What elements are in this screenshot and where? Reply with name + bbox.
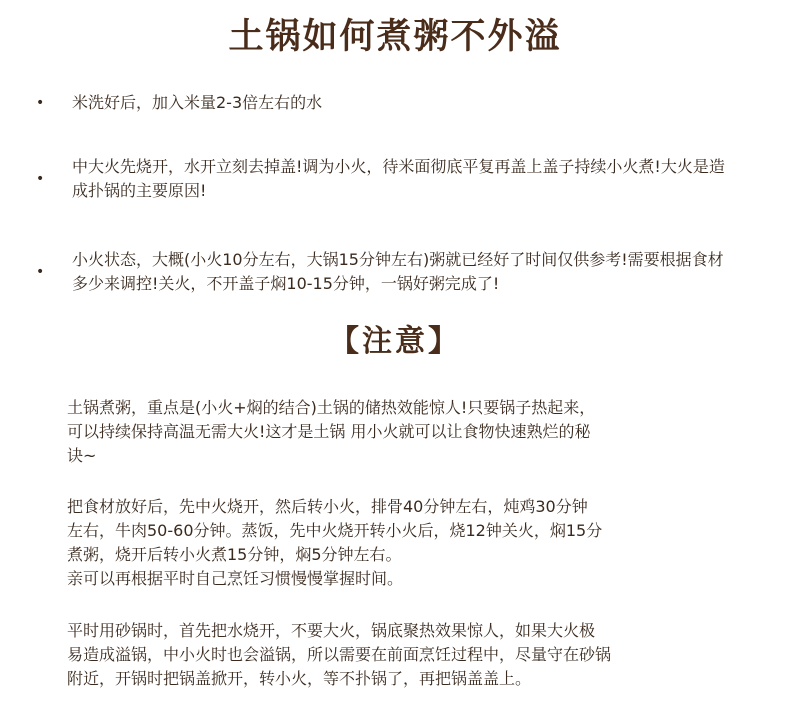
note-paragraph-2 xyxy=(67,495,747,591)
paragraph-line: 可以持续保持高温无需大火!这才是土锅 用小火就可以让食物快速熟烂的秘 xyxy=(67,422,591,441)
bullet-dot-icon: • xyxy=(36,95,45,111)
bullet-item-2 xyxy=(30,154,770,204)
bullet-dot-icon: • xyxy=(36,171,45,187)
paragraph-line: 附近，开锅时把锅盖掀开，转小火，等不扑锅了，再把锅盖盖上。 xyxy=(67,669,532,688)
bullet-item-1 xyxy=(30,90,770,116)
paragraph-line: 易造成溢锅，中小火时也会溢锅，所以需要在前面烹饪过程中，尽量守在砂锅 xyxy=(67,645,612,664)
bullet-text: 小火状态，大概(小火10分左右，大锅15分钟左右)粥就已经好了时间仅供参考!需要根据食材多少来调控!关火，不开盖子焖10-15分钟，一锅好粥完成了! xyxy=(72,250,724,293)
bullet-item-3 xyxy=(30,235,770,309)
paragraph-line: 亲可以再根据平时自己烹饪习惯慢慢掌握时间。 xyxy=(67,569,404,588)
note-paragraph-1 xyxy=(67,396,747,468)
paragraph-line: 把食材放好后，先中火烧开，然后转小火，排骨40分钟左右，炖鸡30分钟 xyxy=(67,497,588,516)
note-paragraph-3 xyxy=(67,619,747,691)
paragraph-line: 左右，牛肉50-60分钟。蒸饭，先中火烧开转小火后，烧12钟关火，焖15分 xyxy=(67,521,603,540)
paragraph-line: 土锅煮粥，重点是(小火+焖的结合)土锅的储热效能惊人!只要锅子热起来， xyxy=(67,398,596,417)
bullet-dot-icon: • xyxy=(36,264,45,280)
bullet-text: 中大火先烧开，水开立刻去掉盖!调为小火，待米面彻底平复再盖上盖子持续小火煮!大火是造成扑锅的主要原因! xyxy=(72,157,725,200)
paragraph-line: 诀~ xyxy=(67,446,97,465)
page-title: 土锅如何煮粥不外溢 xyxy=(228,17,562,57)
paragraph-line: 煮粥，烧开后转小火煮15分钟，焖5分钟左右。 xyxy=(67,545,402,564)
paragraph-line: 平时用砂锅时，首先把水烧开，不要大火，锅底聚热效果惊人，如果大火极 xyxy=(67,621,596,640)
bullet-text: 米洗好后，加入米量2-3倍左右的水 xyxy=(72,93,323,112)
note-heading: 【注意】 xyxy=(329,324,461,359)
